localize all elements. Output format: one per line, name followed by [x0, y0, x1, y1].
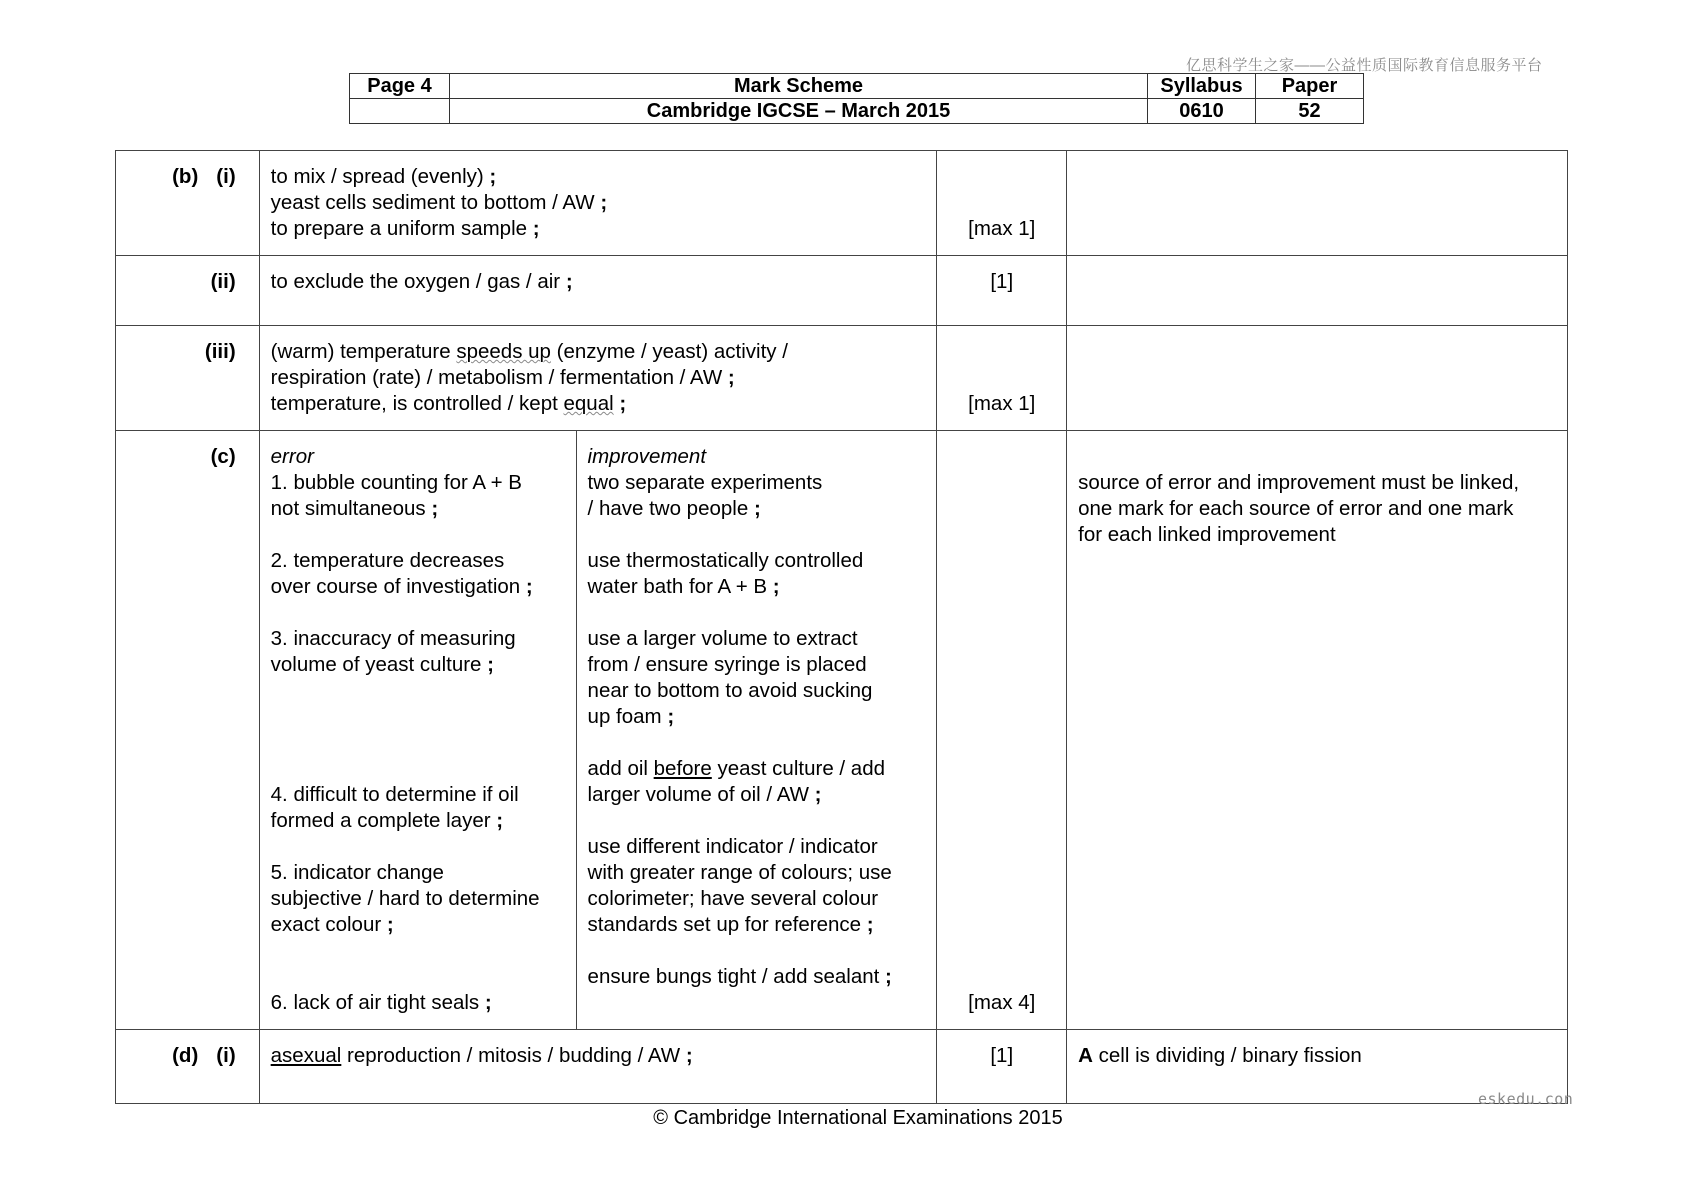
guidance-cell: [1067, 151, 1568, 256]
header-title: Mark Scheme: [450, 74, 1148, 99]
mark-cell: [1]: [937, 256, 1067, 326]
table-row: [116, 151, 1568, 256]
error-cell: error 1. bubble counting for A + B not simultaneous ; 2. temperature decreases over course of investigation ; 3. inaccuracy of measuring volume of yeast culture ; 4. difficult to determine if oil formed a complete layer ; 5. indicator change subjective / hard to determine exact colour ; 6. lack of air tight seals ;: [259, 431, 576, 1030]
header-syllabus-label: Syllabus: [1148, 74, 1256, 99]
table-row: [116, 431, 1568, 1030]
watermark-top: 亿思科学生之家——公益性质国际教育信息服务平台: [1186, 57, 1543, 74]
question-number: (d) (i): [116, 1030, 260, 1104]
header-paper: 52: [1256, 99, 1364, 124]
guidance-cell: source of error and improvement must be linked, one mark for each source of error and one mark for each linked improvement: [1067, 431, 1568, 1030]
question-number: (c): [116, 431, 260, 1030]
table-row: [116, 1030, 1568, 1104]
improvement-cell: improvement two separate experiments / have two people ; use thermostatically controlled water bath for A + B ; use a larger volume to extract from / ensure syringe is placed near to bottom to avoid sucking up foam ; add oil before yeast culture / add larger volume of oil / AW ; use different indicator / indicator with greater range of colours; use colorimeter; have several colour standards set up for reference ; ensure bungs tight / add sealant ;: [576, 431, 937, 1030]
question-number: (iii): [116, 326, 260, 431]
answer-cell: to mix / spread (evenly) ; yeast cells sediment to bottom / AW ; to prepare a uniform sample ;: [259, 151, 937, 256]
question-number: (b) (i): [116, 151, 260, 256]
guidance-cell: [1067, 326, 1568, 431]
mark-cell: [max 1]: [937, 151, 1067, 256]
guidance-cell: A cell is dividing / binary fission: [1067, 1030, 1568, 1104]
mark-cell: [max 1]: [937, 326, 1067, 431]
question-number: (ii): [116, 256, 260, 326]
answer-cell: asexual reproduction / mitosis / budding / AW ;: [259, 1030, 937, 1104]
error-heading: error: [270, 445, 314, 468]
guidance-cell: [1067, 256, 1568, 326]
header-paper-label: Paper: [1256, 74, 1364, 99]
watermark-bottom: eskedu.con: [1478, 1090, 1574, 1108]
mark-cell: [max 4]: [937, 431, 1067, 1030]
answer-cell: to exclude the oxygen / gas / air ;: [259, 256, 937, 326]
improvement-heading: improvement: [587, 445, 707, 468]
header-page: Page 4: [350, 74, 450, 99]
header-table: [349, 73, 1364, 124]
answer-cell: (warm) temperature speeds up (enzyme / yeast) activity / respiration (rate) / metabolism / fermentation / AW ; temperature, is controlled / kept equal ;: [259, 326, 937, 431]
header-empty-cell: [350, 99, 450, 124]
mark-scheme-table: [115, 150, 1568, 1104]
table-row: [116, 256, 1568, 326]
header-subtitle: Cambridge IGCSE – March 2015: [450, 99, 1148, 124]
header-syllabus: 0610: [1148, 99, 1256, 124]
table-row: [116, 326, 1568, 431]
mark-cell: [1]: [937, 1030, 1067, 1104]
footer-copyright: © Cambridge International Examinations 2015: [653, 1107, 1063, 1129]
